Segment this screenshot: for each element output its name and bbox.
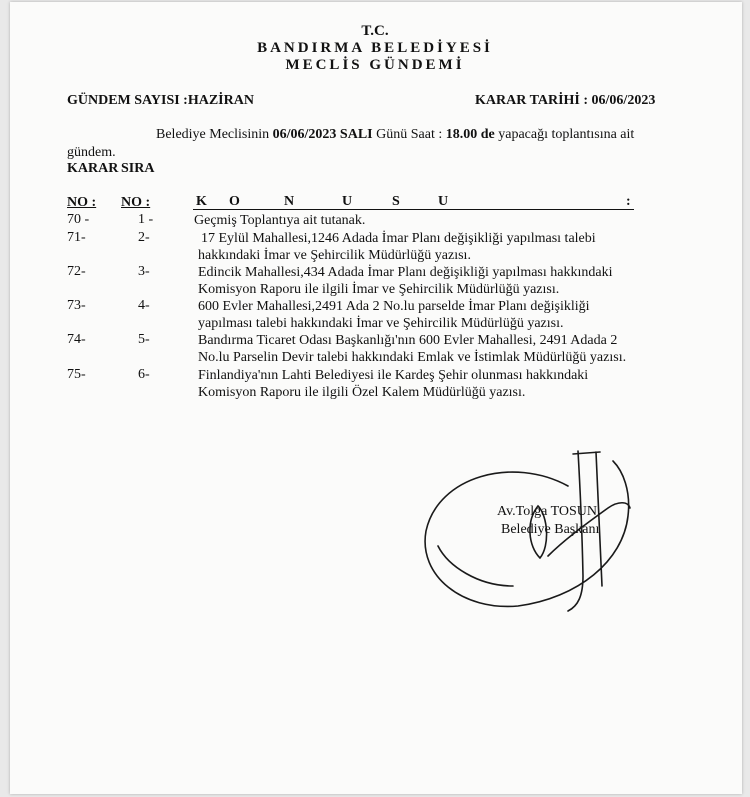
row-karar-no: 75- bbox=[67, 367, 86, 382]
intro-time: 18.00 de bbox=[445, 127, 495, 142]
row-sira-no: 5- bbox=[138, 332, 150, 347]
konusu-letter: U bbox=[342, 194, 353, 209]
row-subject-line: 600 Evler Mahallesi,2491 Ada 2 No.lu parselde İmar Planı değişikliği bbox=[198, 299, 590, 314]
konusu-letter: S bbox=[392, 194, 400, 209]
signatory-title: Belediye Başkanı bbox=[501, 522, 600, 537]
row-sira-no: 1 - bbox=[138, 212, 154, 227]
row-subject-line: Bandırma Ticaret Odası Başkanlığı'nın 600 Evler Mahallesi, 2491 Adada 2 bbox=[198, 333, 618, 348]
row-sira-no: 2- bbox=[138, 230, 150, 245]
column-no-2: NO : bbox=[121, 195, 151, 210]
row-subject-line: 17 Eylül Mahallesi,1246 Adada İmar Planı değişikliği yapılması talebi bbox=[201, 231, 596, 246]
row-subject bbox=[196, 212, 676, 229]
row-subject-line: Komisyon Raporu ile ilgili İmar ve Şehircilik Müdürlüğü yazısı. bbox=[198, 282, 560, 297]
header-agenda-title: MECLİS GÜNDEMİ bbox=[285, 57, 465, 73]
signatory-name: Av.Tolga TOSUN bbox=[497, 504, 598, 519]
header-tc: T.C. bbox=[361, 23, 389, 39]
intro-part3: yapacağı toplantısına ait bbox=[494, 127, 635, 142]
konusu-letter: O bbox=[229, 194, 240, 209]
row-subject bbox=[198, 264, 678, 298]
row-karar-no: 71- bbox=[67, 230, 86, 245]
column-no-1: NO : bbox=[67, 195, 97, 210]
intro-part2: Günü Saat : bbox=[372, 127, 446, 142]
intro-line-2: gündem. bbox=[67, 145, 116, 160]
row-subject-line: yapılması talebi hakkındaki İmar ve Şehircilik Müdürlüğü yazısı. bbox=[198, 316, 564, 331]
agenda-number: GÜNDEM SAYISI :HAZİRAN bbox=[67, 93, 254, 108]
row-subject-line: No.lu Parselin Devir talebi hakkındaki Emlak ve İstimlak Müdürlüğü yazısı. bbox=[198, 350, 627, 365]
row-subject bbox=[198, 298, 678, 332]
row-subject-line: Komisyon Raporu ile ilgili Özel Kalem Müdürlüğü yazısı. bbox=[198, 385, 526, 400]
intro-line-1 bbox=[156, 127, 634, 143]
row-subject-line: Finlandiya'nın Lahti Belediyesi ile Kardeş Şehir olunması hakkındaki bbox=[198, 368, 589, 383]
header-municipality: BANDIRMA BELEDİYESİ bbox=[257, 40, 493, 56]
row-karar-no: 70 - bbox=[67, 212, 90, 227]
column-karar: KARAR bbox=[67, 161, 119, 176]
row-subject-line: Edincik Mahallesi,434 Adada İmar Planı değişikliği yapılması hakkındaki bbox=[198, 265, 613, 280]
row-subject-line: Geçmiş Toplantıya ait tutanak. bbox=[194, 213, 366, 228]
row-sira-no: 6- bbox=[138, 367, 150, 382]
konusu-letter: K bbox=[196, 194, 207, 209]
row-subject bbox=[198, 230, 681, 264]
decision-date: KARAR TARİHİ : 06/06/2023 bbox=[475, 93, 656, 108]
row-karar-no: 73- bbox=[67, 298, 86, 313]
row-subject bbox=[198, 367, 678, 401]
konusu-underline bbox=[193, 209, 634, 210]
row-sira-no: 4- bbox=[138, 298, 150, 313]
intro-date: 06/06/2023 SALI bbox=[272, 127, 373, 142]
row-karar-no: 74- bbox=[67, 332, 86, 347]
row-sira-no: 3- bbox=[138, 264, 150, 279]
intro-part1: Belediye Meclisinin bbox=[156, 127, 273, 142]
row-karar-no: 72- bbox=[67, 264, 86, 279]
konusu-letter: N bbox=[284, 194, 295, 209]
column-sira: SIRA bbox=[121, 161, 155, 176]
row-subject bbox=[198, 332, 678, 366]
konusu-letter: : bbox=[626, 194, 631, 209]
konusu-letter: U bbox=[438, 194, 449, 209]
row-subject-line: hakkındaki İmar ve Şehircilik Müdürlüğü yazısı. bbox=[198, 248, 471, 263]
